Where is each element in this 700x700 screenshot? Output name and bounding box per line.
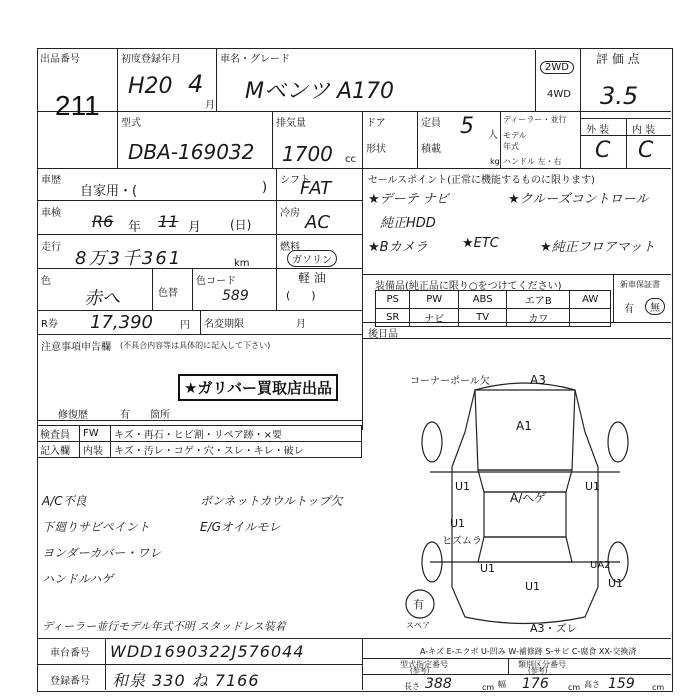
- sales-points-label: セールスポイント(正常に機能するものに限ります): [368, 175, 595, 186]
- diagram-roof: A/へゲ: [510, 491, 547, 505]
- first-reg-era-year: H20: [128, 74, 173, 99]
- yen-unit: 円: [180, 320, 190, 331]
- dealer-note: ディーラー並行モデル年式不明 スタッドレス装着: [42, 620, 286, 633]
- diagram-u1-rear: U1: [525, 580, 541, 593]
- model: DBA-169032: [128, 140, 255, 164]
- diagram-u1-right: U1: [585, 480, 601, 493]
- stamp-text: ★ガリバー買取店出品: [184, 379, 332, 397]
- inspection-label: 車検: [41, 208, 61, 219]
- equip-aw: AW: [570, 291, 611, 309]
- interior-grade: C: [638, 138, 654, 163]
- history-value: 自家用・(: [80, 184, 138, 199]
- first-reg-label: 初度登録年月: [121, 54, 181, 65]
- color-label: 色: [41, 276, 51, 287]
- exterior-label: 外 装: [586, 125, 610, 136]
- fw-items: キズ・再石・ヒビ割・リペア跡・×要: [111, 426, 362, 442]
- person-unit: 人: [488, 130, 498, 141]
- note-4: E/Gオイルモレ: [200, 520, 281, 534]
- diagram-hizumura: ヒズムラ: [442, 536, 482, 547]
- repair-location: 箇所: [150, 410, 170, 421]
- length: 388: [425, 676, 452, 692]
- diagram-ua2: UA2: [590, 560, 611, 571]
- color-code-label: 色コード: [196, 276, 236, 287]
- diagram-u1-rearleft: U1: [480, 562, 496, 575]
- history-label: 車歴: [41, 175, 61, 186]
- capacity-label: 定員: [421, 118, 441, 129]
- fuel-light-oil: 軽 油: [298, 271, 326, 285]
- equip-ps: PS: [376, 291, 410, 309]
- registration-value: 和泉 330 ね 7166: [112, 671, 260, 690]
- fuel-paren: ( ): [286, 289, 316, 302]
- ac-label: 冷房: [280, 208, 300, 219]
- chassis-value: WDD1690322J576044: [110, 642, 305, 661]
- class-no-label: 類別区分番号: [518, 660, 566, 669]
- repair-present: 有: [120, 410, 130, 421]
- load-label: 積載: [421, 144, 441, 155]
- name-grade: Mベンツ A170: [245, 79, 395, 104]
- height-unit: cm: [652, 683, 665, 692]
- class-no-ref: (参考): [528, 667, 548, 675]
- width-label: 幅: [498, 680, 506, 689]
- wheel-front-left: [422, 422, 442, 462]
- sales-point-1: ★デーテ ナビ: [368, 192, 449, 207]
- interior-label: 内 装: [632, 125, 656, 136]
- diagram-a3-rear: A3・ズレ: [530, 622, 578, 635]
- color-code: 589: [222, 288, 249, 304]
- wheel-front-right: [608, 422, 628, 462]
- name-grade-label: 車名・グレード: [220, 54, 290, 65]
- diagram-a1: A1: [516, 419, 532, 433]
- dealer-label: ディーラー・並行: [503, 115, 567, 124]
- note-1: A/C不良: [42, 494, 87, 508]
- width: 176: [522, 676, 549, 692]
- aftermarket-label: 後日品: [368, 329, 398, 340]
- door-label: ドア: [366, 118, 386, 129]
- diagram-spare-label: スペア: [406, 621, 430, 630]
- model-no-ref: (参考): [410, 667, 430, 675]
- diagram-u1-rearright: U1: [608, 577, 624, 590]
- length-unit: cm: [482, 683, 495, 692]
- repair-deadline-label: 名変期限: [204, 319, 244, 330]
- sales-point-3: 純正HDD: [380, 216, 436, 231]
- diagram-u1-left: U1: [455, 480, 471, 493]
- kg-unit: kg: [490, 157, 500, 166]
- diagram-a3-front: A3: [530, 373, 546, 387]
- equip-sr: SR: [376, 309, 410, 327]
- diagram-note-corner: コーナーポール欠: [410, 376, 490, 387]
- entry-label: 記入欄: [37, 442, 80, 458]
- inspection-month: 11: [158, 212, 179, 231]
- cc-unit: cc: [345, 154, 356, 165]
- note-2: ボンネットカウルトップ欠: [200, 494, 343, 508]
- displacement: 1700: [282, 142, 333, 166]
- windshield: [478, 470, 572, 492]
- month-unit2: 月: [188, 220, 202, 235]
- shift-label: シフト: [280, 175, 310, 186]
- warranty-no: 無: [645, 298, 665, 315]
- height: 159: [608, 676, 635, 692]
- rear-window: [478, 537, 572, 562]
- score-label: 評 価 点: [596, 52, 640, 66]
- recycle-label: R券: [41, 319, 58, 330]
- sales-point-6: ★純正フロアマット: [540, 240, 656, 255]
- drive-4wd: 4WD: [547, 89, 571, 100]
- note-3: 下廻りサビペイント: [42, 520, 150, 534]
- lot-no: 211: [55, 90, 100, 121]
- sales-point-2: ★クルーズコントロール: [508, 192, 649, 207]
- shift: FAT: [300, 178, 332, 199]
- history-close: ): [262, 180, 268, 195]
- inspector-table: [37, 425, 362, 458]
- report-label: 注意事項申告欄: [41, 342, 111, 353]
- equip-tv: TV: [459, 309, 507, 327]
- month-unit: 月: [205, 100, 215, 111]
- report-note: (不具合内容等は具体的に記入して下さい): [120, 341, 271, 350]
- model-no-label: 型式指定番号: [400, 660, 448, 669]
- inspection-year: R6: [92, 212, 114, 231]
- equip-empty: [570, 309, 611, 327]
- handle-label: ハンドル 左・右: [503, 157, 562, 166]
- score: 3.5: [600, 82, 639, 110]
- drive-2wd: 2WD: [540, 61, 574, 74]
- equip-navi: ナビ: [410, 309, 459, 327]
- capacity: 5: [460, 114, 474, 139]
- mileage: 8万3千361: [75, 248, 183, 269]
- sales-point-4: ★Bカメラ: [368, 240, 428, 255]
- model-label: 型式: [121, 118, 141, 129]
- model-year-label: モデル年式: [503, 131, 527, 151]
- equip-leather: カワ: [507, 309, 570, 327]
- chassis-label: 車台番号: [50, 648, 90, 659]
- first-reg-month: 4: [188, 70, 204, 98]
- color: 赤へ: [84, 288, 120, 309]
- interior-cell: 内装: [80, 442, 111, 458]
- equip-abs: ABS: [459, 291, 507, 309]
- gulliver-stamp: [178, 374, 338, 401]
- color-change-label: 色替: [158, 288, 178, 299]
- warranty-label: 新車保証書: [620, 280, 660, 289]
- fuel-gasoline: ガソリン: [287, 250, 337, 267]
- equip-airbag: エアB: [507, 291, 570, 309]
- repair-history-label: 修復歴: [58, 410, 88, 421]
- equip-pw: PW: [410, 291, 459, 309]
- sales-point-5: ★ETC: [462, 236, 499, 251]
- shape-label: 形状: [366, 144, 386, 155]
- fuel-label: 燃料: [280, 242, 300, 253]
- displacement-label: 排気量: [276, 118, 306, 129]
- damage-legend: A-キズ E-エクボ U-凹み W-補修跡 S-サビ C-腐食 XX-交換済: [420, 647, 637, 656]
- interior-items: キズ・汚レ・コゲ・穴・スレ・キレ・破レ: [111, 442, 362, 458]
- warranty-yes: 有: [624, 304, 634, 315]
- registration-label: 登録番号: [50, 676, 90, 687]
- length-label: 長さ: [404, 682, 420, 691]
- deadline-month: 月: [296, 319, 306, 330]
- inspector-label: 検査員: [37, 426, 80, 442]
- lot-no-label: 出品番号: [40, 54, 80, 65]
- exterior-grade: C: [595, 138, 611, 163]
- ac: AC: [305, 212, 330, 233]
- mileage-label: 走行: [41, 242, 61, 253]
- note-6: ハンドルハゲ: [42, 572, 114, 586]
- km-unit: km: [234, 258, 250, 269]
- note-5: ヨンダーカバー・ワレ: [42, 546, 162, 560]
- year-unit: 年: [128, 220, 142, 235]
- car-damage-diagram: [380, 372, 670, 636]
- day-paren: (日): [230, 218, 252, 232]
- height-label: 高さ: [584, 680, 600, 689]
- equipment-label: 装備品(純正品に限り○をつけてください): [375, 281, 562, 292]
- fw-cell: FW: [80, 426, 111, 442]
- width-unit: cm: [568, 683, 581, 692]
- diagram-spare-yes: 有: [413, 598, 424, 611]
- recycle-amount: 17,390: [90, 312, 153, 333]
- diagram-u1-mid: U1: [450, 517, 466, 530]
